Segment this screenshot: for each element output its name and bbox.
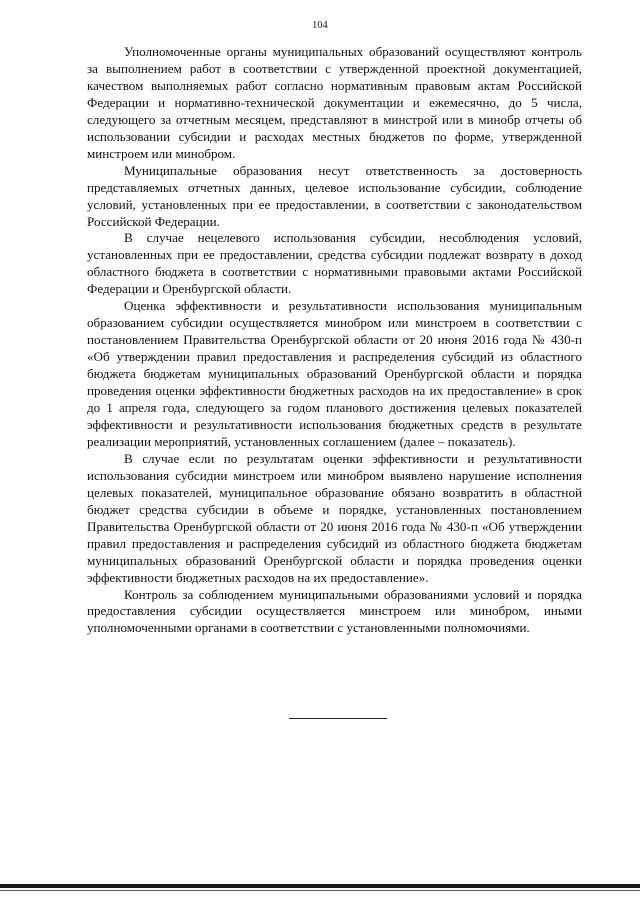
paragraph-compliance-control: Контроль за соблюдением муниципальными образованиями условий и порядка предоставления субсидии осуществляется минстроем или минобром, иными уполномоченными органами в соответствии с установленными полномочиями. <box>87 586 582 636</box>
paragraph-monitoring-by-authorities: Уполномоченные органы муниципальных образований осуществляют контроль за выполнением работ в соответствии с утвержденной проектной документацией, качеством выполняемых работ согласно нормативным правовым актам Российской Федерации и нормативно-технической документации и ежемесячно, до 5 числа, следующего за отчетным месяцем, представляют в минстрой или в минобр отчеты об использовании субсидии и расходах местных бюджетов по форме, утвержденной минстроем или минобром. <box>87 44 582 161</box>
page-number: 104 <box>312 20 328 31</box>
document-body <box>87 44 582 637</box>
paragraph-responsibility: Муниципальные образования несут ответственность за достоверность представляемых отчетных данных, целевое использование субсидии, соблюдение условий, установленных при ее предоставлении, в соответствии с законодательством Российской Федерации. <box>87 162 582 229</box>
end-separator-line <box>289 718 387 719</box>
scan-border-bottom-thin <box>0 890 640 891</box>
paragraph-efficiency-assessment: Оценка эффективности и результативности использования муниципальным образованием субсидии осуществляется минобром или минстроем в соответствии с постановлением Правительства Оренбургской области от 20 июня 2016 года № 430-п «Об утверждении правил предоставления и распределения субсидий из областного бюджета бюджетам муниципальных образований Оренбургской области и порядка проведения оценки эффективности бюджетных расходов на их предоставление» в срок до 1 апреля года, следующего за годом планового достижения целевых показателей эффективности и результативности использования бюджетных средств в результате реализации мероприятий, установленных соглашением (далее – показатель). <box>87 298 582 449</box>
paragraph-misuse-refund: В случае нецелевого использования субсидии, несоблюдения условий, установленных при ее предоставлении, средства субсидии подлежат возврату в доход областного бюджета в соответствии с нормативными правовыми актами Российской Федерации и Оренбургской области. <box>87 230 582 297</box>
scan-border-bottom <box>0 884 640 888</box>
paragraph-indicator-violation: В случае если по результатам оценки эффективности и результативности использования субсидии минстроем или минобром выявлено нарушение исполнения целевых показателей, муниципальное образование обязано возвратить в областной бюджет средства субсидии в объеме и порядке, установленных постановлением Правительства Оренбургской области от 20 июня 2016 года № 430-п «Об утверждении правил предоставления и распределения субсидий из областного бюджета бюджетам муниципальных образований Оренбургской области и порядка проведения оценки эффективности бюджетных расходов на их предоставление». <box>87 450 582 585</box>
